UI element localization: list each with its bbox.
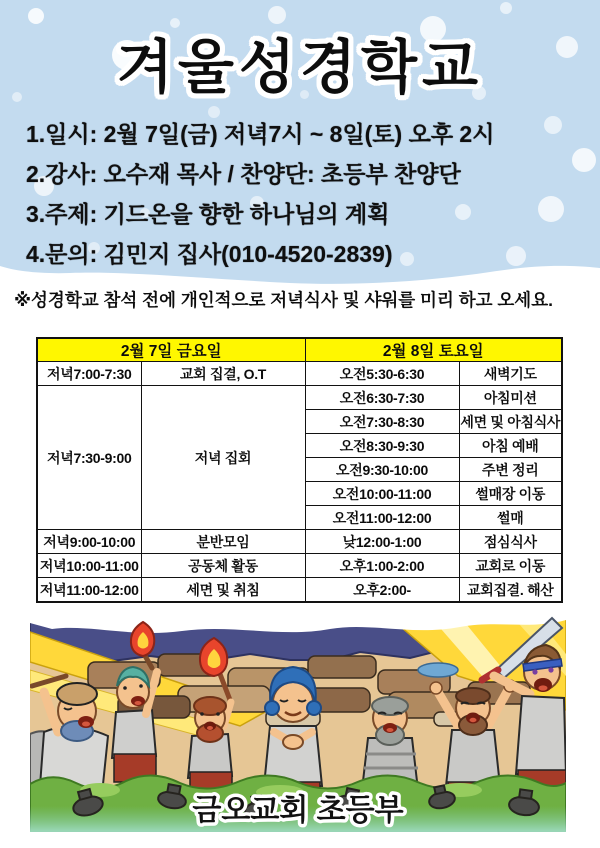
gideon-illustration (30, 614, 566, 832)
preparation-note: ※성경학교 참석 전에 개인적으로 저녁식사 및 샤워를 미리 하고 오세요. (14, 290, 553, 310)
saturday-time-cell: 오전7:30-8:30 (305, 410, 459, 434)
saturday-activity-cell: 새벽기도 (459, 362, 562, 386)
info-item-speaker: 2.강사: 오수재 목사 / 찬양단: 초등부 찬양단 (26, 161, 461, 187)
saturday-time-cell: 오전8:30-9:30 (305, 434, 459, 458)
table-row (37, 578, 562, 603)
friday-time-cell: 저녁7:00-7:30 (37, 362, 141, 386)
table-row (37, 530, 562, 554)
saturday-time-cell: 낮12:00-1:00 (305, 530, 459, 554)
saturday-activity-cell: 교회로 이동 (459, 554, 562, 578)
poster-title: 겨울성경학교 (116, 35, 484, 100)
friday-activity-cell: 저녁 집회 (141, 386, 305, 530)
saturday-time-cell: 오전5:30-6:30 (305, 362, 459, 386)
saturday-activity-cell: 교회집결. 해산 (459, 578, 562, 603)
saturday-activity-cell: 썰매 (459, 506, 562, 530)
saturday-time-cell: 오전9:30-10:00 (305, 458, 459, 482)
pond (418, 663, 458, 677)
saturday-time-cell: 오전10:00-11:00 (305, 482, 459, 506)
saturday-activity-cell: 썰매장 이동 (459, 482, 562, 506)
saturday-time-cell: 오후1:00-2:00 (305, 554, 459, 578)
friday-time-cell: 저녁11:00-12:00 (37, 578, 141, 603)
friday-time-cell: 저녁10:00-11:00 (37, 554, 141, 578)
saturday-time-cell: 오전6:30-7:30 (305, 386, 459, 410)
table-row (37, 554, 562, 578)
saturday-activity-cell: 아침미션 (459, 386, 562, 410)
friday-activity-cell: 분반모임 (141, 530, 305, 554)
saturday-header: 2월 8일 토요일 (305, 338, 562, 362)
illustration-caption: 금오교회 초등부 (192, 794, 404, 827)
friday-time-cell: 저녁7:30-9:00 (37, 386, 141, 530)
friday-activity-cell: 세면 및 취침 (141, 578, 305, 603)
saturday-activity-cell: 아침 예배 (459, 434, 562, 458)
snow-dot (500, 2, 512, 14)
saturday-time-cell: 오후2:00- (305, 578, 459, 603)
schedule-table (36, 337, 563, 603)
saturday-activity-cell: 점심식사 (459, 530, 562, 554)
info-list (26, 114, 586, 274)
saturday-activity-cell: 주변 정리 (459, 458, 562, 482)
info-item-contact: 4.문의: 김민지 집사(010-4520-2839) (26, 241, 393, 267)
table-row (37, 362, 562, 386)
friday-header: 2월 7일 금요일 (37, 338, 305, 362)
friday-activity-cell: 교회 집결, O.T (141, 362, 305, 386)
info-item-theme: 3.주제: 기드온을 향한 하나님의 계획 (26, 201, 390, 227)
saturday-activity-cell: 세면 및 아침식사 (459, 410, 562, 434)
info-item-date: 1.일시: 2월 7일(금) 저녁7시 ~ 8일(토) 오후 2시 (26, 121, 495, 147)
table-row (37, 386, 562, 410)
friday-time-cell: 저녁9:00-10:00 (37, 530, 141, 554)
friday-activity-cell: 공동체 활동 (141, 554, 305, 578)
saturday-time-cell: 오전11:00-12:00 (305, 506, 459, 530)
